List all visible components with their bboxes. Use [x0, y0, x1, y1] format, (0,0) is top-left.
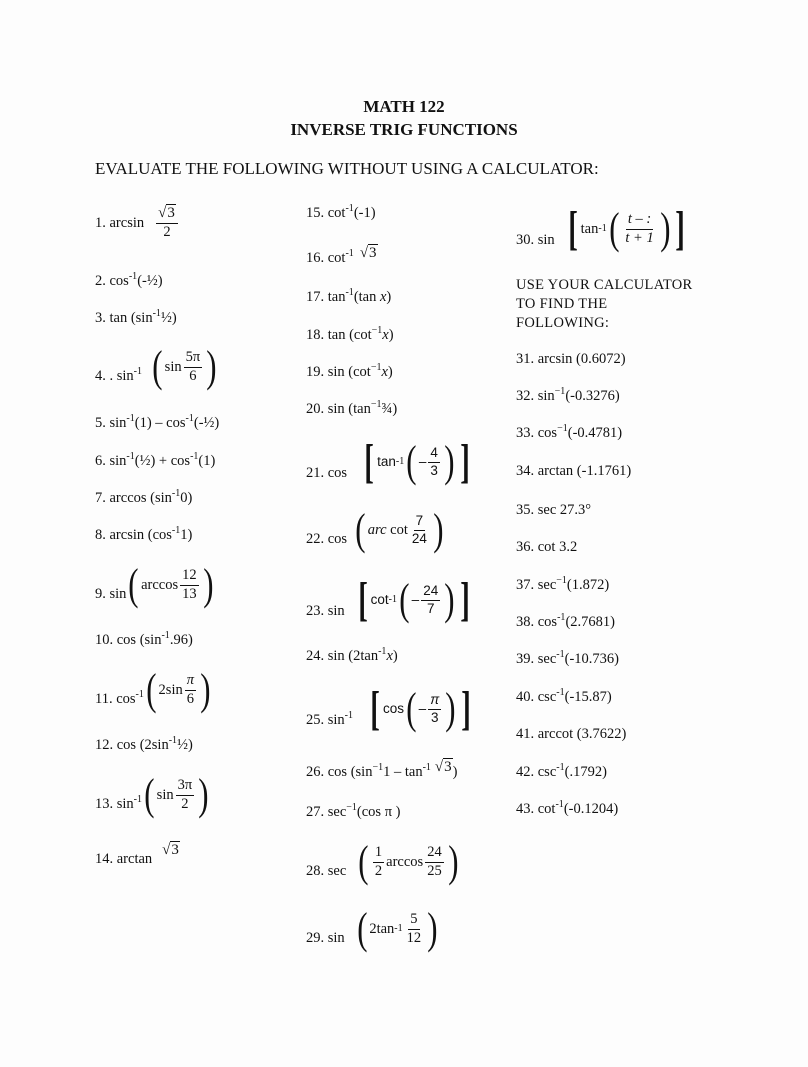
instructions: EVALUATE THE FOLLOWING WITHOUT USING A CALCULATOR:: [95, 159, 599, 178]
problem-12: 12. $\cos (2\sin^{-1}\frac{1}{2})$: [95, 735, 193, 753]
problem-22: 22. cos ( arc cot $\frac{7}{24}$ ): [306, 505, 444, 554]
fraction: $\frac{√3}{2}$: [156, 205, 178, 241]
calculator-instructions: USE YOUR CALCULATOR TO FIND THE FOLLOWING:: [516, 277, 693, 331]
problem-16: 16. $\cot^{-1}$ √3: [306, 245, 377, 266]
problem-1: 1. arcsin $\frac{√3}{2}$: [95, 205, 180, 241]
problem-35: 35. sec 27.3°: [516, 502, 592, 518]
problem-42: 42. $\csc^{-1}(.1792)$: [516, 762, 607, 780]
problem-20: 20. $\sin (\tan^{-1}\frac{3}{4})$: [306, 399, 398, 417]
problem-14: 14. arctan √3: [95, 842, 179, 867]
problem-32: 32. $\sin^{-1}(-0.3276)$: [516, 386, 620, 404]
sqrt-symbol: √3: [359, 245, 377, 261]
problem-40: 40. $\csc^{-1}(-15.87)$: [516, 687, 612, 705]
problem-28: 28. sec ( $\frac{1}{2}$ arccos $\frac{24}{25}$ ): [306, 837, 459, 886]
problem-36: 36. cot 3.2: [516, 539, 578, 555]
problem-25: 25. $\sin^{-1}$ [ cos ( – $\frac{\pi}{3}$ ) ]: [306, 682, 471, 735]
problem-37: 37. $\sec^{-1}(1.872)$: [516, 575, 610, 593]
problem-33: 33. $\cos^{-1}(-0.4781)$: [516, 423, 623, 441]
problem-9: 9. sin ( arccos $\frac{12}{13}$ ): [95, 560, 214, 609]
problem-24: 24. $\sin (2\tan^{-1}x)$: [306, 646, 398, 664]
problem-3: 3. $\tan (\sin^{-1}\frac{1}{2})$: [95, 308, 177, 326]
problem-19: 19. $\sin (\cot^{-1}x)$: [306, 362, 393, 380]
problem-17: 17. $\tan^{-1}(\tan$ x): [306, 287, 392, 305]
problem-11: 11. $\cos^{-1}$ ( 2sin $\frac{\pi}{6}$ ): [95, 665, 211, 714]
problem-43: 43. $\cot^{-1}(-0.1204)$: [516, 799, 619, 817]
sqrt-symbol: √3: [158, 205, 175, 221]
problem-23: 23. sin [ cot -1 ( – $\frac{24}{7}$ ) ]: [306, 573, 470, 626]
problem-21: 21. cos [ tan -1 ( – $\frac{4}{3}$ ) ]: [306, 435, 470, 488]
problem-31: 31. arcsin (0.6072): [516, 351, 626, 367]
sqrt-symbol: √3: [434, 759, 452, 775]
sqrt-symbol: √3: [162, 842, 179, 858]
problem-30: 30. sin [ tan -1 ( $\frac{t - :}{t + 1}$ ) ]: [516, 202, 686, 255]
problem-4: 4. . $\sin^{-1}$ ( sin $\frac{5\pi}{6}$ ): [95, 342, 217, 391]
problem-10: 10. $\cos (\sin^{-1}.96)$: [95, 630, 193, 648]
problem-18: 18. $\tan (\cot^{-1}x)$: [306, 325, 394, 343]
problem-27: 27. $\sec^{-1}(\cos$ π ): [306, 802, 401, 820]
topic-title: INVERSE TRIG FUNCTIONS: [290, 120, 518, 139]
course-title: MATH 122: [363, 97, 445, 116]
problem-5: 5. $\sin^{-1}(1)$ – $\cos^{-1}(-\frac{1}{2})$: [95, 413, 220, 431]
problem-34: 34. arctan (-1.1761): [516, 463, 632, 479]
problem-13: 13. $\sin^{-1}$ ( sin $\frac{3\pi}{2}$ ): [95, 770, 209, 819]
problem-6: 6. $\sin^{-1}(\frac{1}{2}) + \cos^{-1}(1)$: [95, 451, 216, 469]
problem-38: 38. $\cos^{-1}(2.7681)$: [516, 612, 615, 630]
problem-26: 26. $\cos (\sin^{-1}1 - \tan^{-1}$ √3 ): [306, 759, 458, 780]
problem-41: 41. arccot (3.7622): [516, 726, 627, 742]
problem-7: 7. $\arccos (\sin^{-1}0)$: [95, 488, 193, 506]
problem-15: 15. $\cot^{-1}(-1)$: [306, 203, 376, 221]
problem-39: 39. $\sec^{-1}(-10.736)$: [516, 649, 619, 667]
problem-2: 2. $\cos^{-1}(-\frac{1}{2})$: [95, 271, 163, 289]
problem-29: 29. sin ( 2tan -1 $\frac{5}{12}$ ): [306, 904, 438, 953]
problem-8: 8. $\arcsin (\cos^{-1}1)$: [95, 525, 193, 543]
